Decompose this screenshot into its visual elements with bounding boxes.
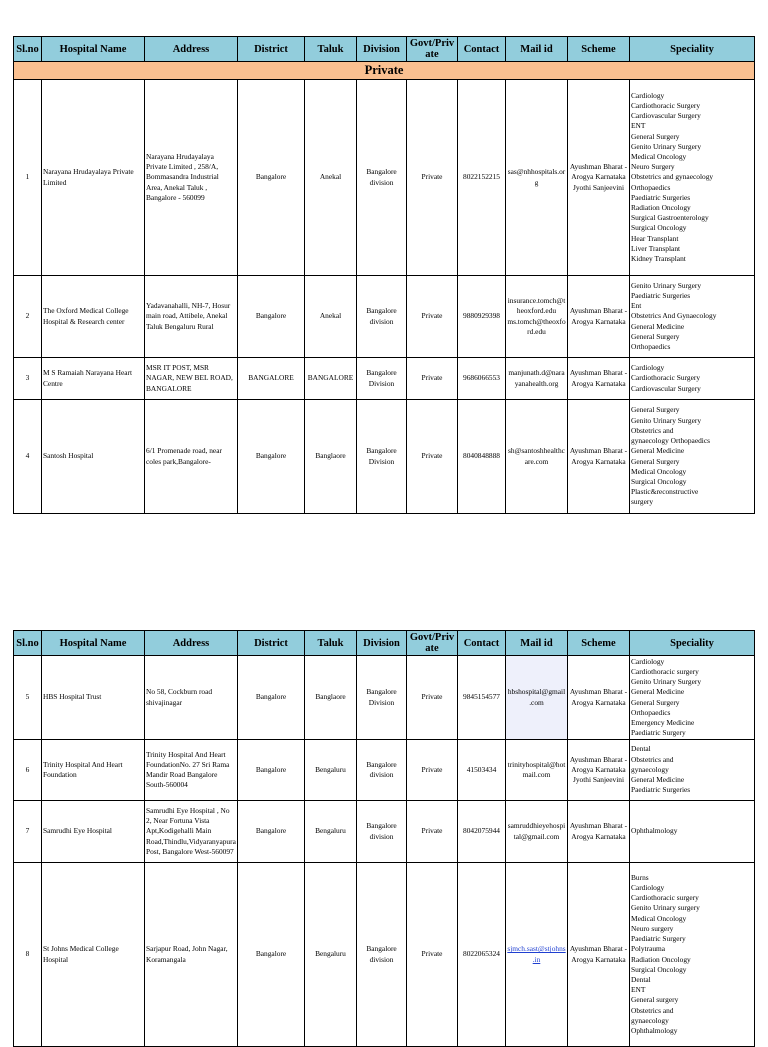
speciality-item: General Surgery — [631, 131, 680, 141]
speciality-item: Obstetrics And Gynaecology — [631, 311, 717, 321]
speciality-item: General surgery — [631, 995, 679, 1005]
speciality-item: Obstetrics and — [631, 425, 674, 435]
speciality-item: Orthopaedics — [631, 707, 671, 717]
row-district: Bangalore — [238, 863, 305, 1047]
col-district: District — [238, 37, 305, 62]
speciality-item: Cardiovascular Surgery — [631, 111, 701, 121]
row-taluk: Bengaluru — [305, 740, 357, 801]
speciality-item: General Medicine — [631, 321, 685, 331]
row-address: MSR IT POST, MSR NAGAR, NEW BEL ROAD, BANGALORE — [145, 358, 238, 400]
table-row — [14, 276, 755, 358]
row-district: Bangalore — [238, 276, 305, 358]
speciality-item: Genito Urinary Surgery — [631, 280, 702, 290]
row-speciality — [630, 276, 755, 358]
speciality-item: Obstetrics and gynaecology — [631, 172, 714, 182]
row-scheme: Ayushman Bharat - Arogya Karnataka — [568, 400, 630, 514]
speciality-item: Obstetrics and — [631, 1005, 674, 1015]
row-taluk: Bengaluru — [305, 801, 357, 863]
speciality-item: Surgical Oncology — [631, 964, 687, 974]
row-taluk: Banglaore — [305, 656, 357, 740]
row-taluk: BANGALORE — [305, 358, 357, 400]
speciality-item: General Surgery — [631, 456, 680, 466]
row-hospital-name: Santosh Hospital — [42, 400, 145, 514]
speciality-item: Neuro Surgery — [631, 162, 675, 172]
speciality-item: Liver Transplant — [631, 243, 681, 253]
row-contact: 9845154577 — [458, 656, 506, 740]
col-hospital-name: Hospital Name — [42, 631, 145, 656]
row-slno: 1 — [14, 80, 42, 276]
row-mail-id: trinityhospital@hotmail.com — [506, 740, 568, 801]
table-header-row — [14, 631, 755, 656]
row-mail-id: manjunath.d@narayanahealth.org — [506, 358, 568, 400]
col-scheme: Scheme — [568, 631, 630, 656]
col-hospital-name: Hospital Name — [42, 37, 145, 62]
row-contact: 8022152215 — [458, 80, 506, 276]
row-govt-private: Private — [407, 801, 458, 863]
speciality-item: Neuro surgery — [631, 923, 674, 933]
speciality-item: Paediatric Surgery — [631, 934, 686, 944]
speciality-item: Genito Urinary surgery — [631, 903, 700, 913]
row-govt-private: Private — [407, 276, 458, 358]
row-contact: 8042075944 — [458, 801, 506, 863]
row-address: 6/1 Promenade road, near coles park,Bangalore- — [145, 400, 238, 514]
row-address: No 58, Cockburn road shivajinagar — [145, 656, 238, 740]
row-speciality — [630, 801, 755, 863]
speciality-item: gynaecology Orthopaedics — [631, 436, 711, 446]
speciality-item: Surgical Oncology — [631, 476, 687, 486]
speciality-item: surgery — [631, 497, 654, 507]
table-row — [14, 656, 755, 740]
speciality-item: Surgical Oncology — [631, 223, 687, 233]
row-division: Bangalore Division — [357, 358, 407, 400]
row-taluk: Banglaore — [305, 400, 357, 514]
speciality-item: Genito Urinary Surgery — [631, 677, 702, 687]
row-scheme: Ayushman Bharat - Arogya Karnataka — [568, 358, 630, 400]
row-district: Bangalore — [238, 656, 305, 740]
row-mail-id: hbshospital@gmail.com — [506, 656, 568, 740]
col-govt-private: Govt/Private — [407, 37, 458, 62]
row-mail-id: sas@nhhospitals.org — [506, 80, 568, 276]
row-scheme: Ayushman Bharat - Arogya Karnataka — [568, 276, 630, 358]
row-scheme: Ayushman Bharat - Arogya Karnataka — [568, 656, 630, 740]
hospital-table-2 — [13, 630, 755, 1047]
row-hospital-name: M S Ramaiah Narayana Heart Centre — [42, 358, 145, 400]
speciality-item: General Surgery — [631, 331, 680, 341]
row-district: BANGALORE — [238, 358, 305, 400]
speciality-item: Surgical Gastroenterology — [631, 213, 709, 223]
col-mail-id: Mail id — [506, 37, 568, 62]
row-govt-private: Private — [407, 740, 458, 801]
col-address: Address — [145, 37, 238, 62]
section-row — [14, 62, 755, 80]
col-slno: Sl.no — [14, 631, 42, 656]
speciality-item: ENT — [631, 985, 646, 995]
speciality-item: Obstetrics and — [631, 754, 674, 764]
speciality-item: Cardiology — [631, 90, 665, 100]
table-row — [14, 358, 755, 400]
speciality-item: Kidney Transplant — [631, 254, 686, 264]
row-contact: 9880929398 — [458, 276, 506, 358]
row-slno: 8 — [14, 863, 42, 1047]
row-contact: 8022065324 — [458, 863, 506, 1047]
col-address: Address — [145, 631, 238, 656]
row-slno: 3 — [14, 358, 42, 400]
speciality-item: Cardiovascular Surgery — [631, 383, 701, 393]
speciality-item: Dental — [631, 974, 651, 984]
speciality-item: General Medicine — [631, 775, 685, 785]
col-slno: Sl.no — [14, 37, 42, 62]
speciality-item: General Medicine — [631, 446, 685, 456]
row-mail-id: insurance.tomch@theoxford.edu ms.tomch@theoxford.edu — [506, 276, 568, 358]
speciality-item: Cardiothoracic Surgery — [631, 373, 701, 383]
row-govt-private: Private — [407, 863, 458, 1047]
col-contact: Contact — [458, 37, 506, 62]
col-scheme: Scheme — [568, 37, 630, 62]
row-division: Bangalore division — [357, 740, 407, 801]
col-taluk: Taluk — [305, 631, 357, 656]
speciality-item: Paediatric Surgeries — [631, 290, 691, 300]
col-taluk: Taluk — [305, 37, 357, 62]
speciality-item: Medical Oncology — [631, 466, 687, 476]
speciality-item: Paediatric Surgery — [631, 728, 686, 738]
row-address: Narayana Hrudayalaya Private Limited , 258/A, Bommasandra Industrial Area, Anekal Taluk , Bangalore - 560099 — [145, 80, 238, 276]
row-slno: 6 — [14, 740, 42, 801]
col-speciality: Speciality — [630, 37, 755, 62]
row-address: Samrudhi Eye Hospital , No 2, Near Fortuna Vista Apt,Kodigehalli Main Road,Thindlu,Vidyaranyapura Post, Bangalore West-560097 — [145, 801, 238, 863]
row-scheme: Ayushman Bharat - Arogya Karnataka Jyothi Sanjeevini — [568, 80, 630, 276]
row-division: Bangalore Division — [357, 656, 407, 740]
speciality-item: Orthopaedics — [631, 182, 671, 192]
row-division: Bangalore division — [357, 801, 407, 863]
row-contact: 9686066553 — [458, 358, 506, 400]
speciality-item: Cardiothoracic surgery — [631, 666, 699, 676]
row-hospital-name: Narayana Hrudayalaya Private Limited — [42, 80, 145, 276]
row-hospital-name: The Oxford Medical College Hospital & Research center — [42, 276, 145, 358]
row-mail-id: samruddhieyehospital@gmail.com — [506, 801, 568, 863]
speciality-item: Genito Urinary Surgery — [631, 415, 702, 425]
row-speciality — [630, 656, 755, 740]
speciality-item: ENT — [631, 121, 646, 131]
row-district: Bangalore — [238, 801, 305, 863]
speciality-item: Cardiothoracic Surgery — [631, 100, 701, 110]
table-row — [14, 80, 755, 276]
row-speciality — [630, 400, 755, 514]
speciality-item: Cardiology — [631, 363, 665, 373]
row-division: Bangalore Division — [357, 400, 407, 514]
row-address: Trinity Hospital And Heart FoundationNo. 27 Sri Rama Mandir Road Bangalore South-560004 — [145, 740, 238, 801]
speciality-item: Orthopaedics — [631, 342, 671, 351]
table-row — [14, 740, 755, 801]
row-taluk: Bengaluru — [305, 863, 357, 1047]
table-row — [14, 400, 755, 514]
row-mail-id — [506, 863, 568, 1047]
row-scheme: Ayushman Bharat - Arogya Karnataka Jyothi Sanjeevini — [568, 740, 630, 801]
row-taluk: Anekal — [305, 80, 357, 276]
speciality-item: Polytrauma — [631, 944, 666, 954]
col-division: Division — [357, 37, 407, 62]
row-govt-private: Private — [407, 358, 458, 400]
row-contact: 8040848888 — [458, 400, 506, 514]
row-division: Bangalore division — [357, 276, 407, 358]
table-row — [14, 801, 755, 863]
speciality-item: Plastic&reconstructive — [631, 487, 699, 497]
row-mail-id: sh@santoshhealthcare.com — [506, 400, 568, 514]
speciality-item: Burns — [631, 872, 649, 882]
speciality-item: Genito Urinary Surgery — [631, 141, 702, 151]
row-hospital-name: Samrudhi Eye Hospital — [42, 801, 145, 863]
row-slno: 4 — [14, 400, 42, 514]
speciality-item: Paediatric Surgeries — [631, 192, 691, 202]
speciality-item: Radiation Oncology — [631, 203, 691, 212]
row-speciality — [630, 863, 755, 1047]
section-label: Private — [14, 62, 755, 80]
row-govt-private: Private — [407, 656, 458, 740]
row-speciality — [630, 80, 755, 276]
row-district: Bangalore — [238, 740, 305, 801]
row-govt-private: Private — [407, 80, 458, 276]
speciality-item: General Medicine — [631, 687, 685, 697]
row-division: Bangalore division — [357, 863, 407, 1047]
speciality-item: Cardiology — [631, 883, 665, 893]
col-contact: Contact — [458, 631, 506, 656]
speciality-item: General Surgery — [631, 405, 680, 415]
row-hospital-name: HBS Hospital Trust — [42, 656, 145, 740]
row-address: Sarjapur Road, John Nagar, Koramangala — [145, 863, 238, 1047]
row-address: Yadavanahalli, NH-7, Hosur main road, Attibele, Anekal Taluk Bengaluru Rural — [145, 276, 238, 358]
speciality-item: Ent — [631, 301, 642, 311]
speciality-item: gynaecology — [631, 764, 669, 774]
speciality-item: Medical Oncology — [631, 913, 687, 923]
speciality-item: Cardiology — [631, 656, 665, 666]
mail-link[interactable]: sjmch.sast@stjohns.in — [507, 944, 566, 964]
col-govt-private: Govt/Private — [407, 631, 458, 656]
speciality-item: Cardiothoracic surgery — [631, 893, 699, 903]
row-hospital-name: Trinity Hospital And Heart Foundation — [42, 740, 145, 801]
speciality-item: Hear Transplant — [631, 233, 679, 243]
speciality-item: General Surgery — [631, 697, 680, 707]
hospital-table-1 — [13, 36, 755, 514]
row-taluk: Anekal — [305, 276, 357, 358]
col-division: Division — [357, 631, 407, 656]
row-slno: 7 — [14, 801, 42, 863]
speciality-item: gynaecology — [631, 1015, 669, 1025]
row-govt-private: Private — [407, 400, 458, 514]
speciality-item: Ophthalmology — [631, 1025, 678, 1035]
col-speciality: Speciality — [630, 631, 755, 656]
row-district: Bangalore — [238, 80, 305, 276]
row-district: Bangalore — [238, 400, 305, 514]
table-row — [14, 863, 755, 1047]
col-mail-id: Mail id — [506, 631, 568, 656]
row-division: Bangalore division — [357, 80, 407, 276]
row-scheme: Ayushman Bharat - Arogya Karnataka — [568, 801, 630, 863]
table-header-row — [14, 37, 755, 62]
speciality-item: Emergency Medicine — [631, 717, 695, 727]
speciality-item: Radiation Oncology — [631, 954, 691, 964]
row-speciality — [630, 358, 755, 400]
row-hospital-name: St Johns Medical College Hospital — [42, 863, 145, 1047]
row-contact: 41503434 — [458, 740, 506, 801]
speciality-item: Medical Oncology — [631, 151, 687, 161]
row-scheme: Ayushman Bharat - Arogya Karnataka — [568, 863, 630, 1047]
col-district: District — [238, 631, 305, 656]
row-slno: 5 — [14, 656, 42, 740]
row-slno: 2 — [14, 276, 42, 358]
speciality-item: Paediatric Surgeries — [631, 785, 691, 795]
row-speciality — [630, 740, 755, 801]
speciality-item: Dental — [631, 744, 651, 754]
speciality-item: Ophthalmology — [631, 826, 678, 836]
